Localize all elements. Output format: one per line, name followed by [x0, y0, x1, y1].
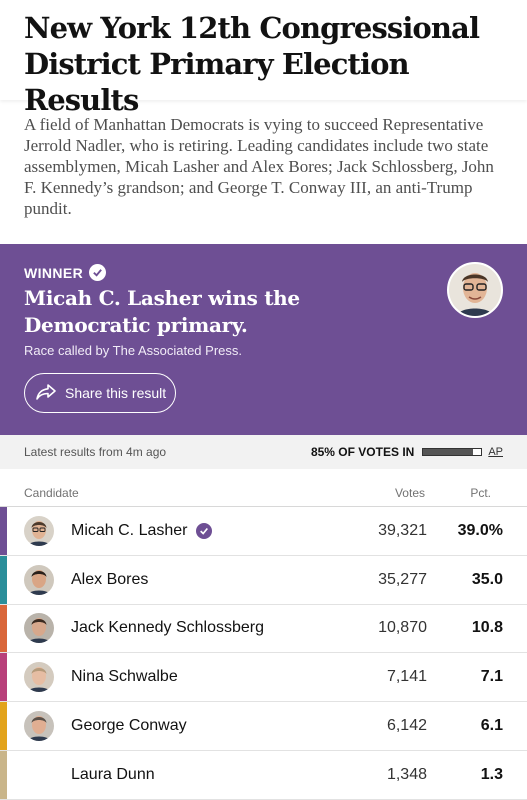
candidate-avatar [24, 516, 54, 546]
candidate-name [71, 571, 317, 589]
candidate-name-text: Alex Bores [71, 570, 149, 588]
race-called-text: Race called by The Associated Press. [24, 343, 242, 358]
candidate-color-stripe [0, 702, 7, 750]
latest-results-text: Latest results from 4m ago [24, 445, 167, 459]
page-title: New York 12th Congressional District Primary Election Results [24, 11, 480, 117]
candidate-votes: 35,277 [378, 570, 427, 588]
candidate-name-text: George Conway [71, 717, 187, 735]
votes-in-label: 85% OF VOTES IN [310, 445, 415, 459]
candidate-name-text: Laura Dunn [71, 765, 155, 783]
candidate-avatar [24, 565, 54, 595]
share-result-button[interactable] [24, 373, 176, 413]
candidate-name [71, 619, 317, 637]
intro-text: A field of Manhattan Democrats is vying to succeed Representative Jerrold Nadler, who is retiring. Leading candidates include two state assemblymen, Micah Lasher and Alex Bores; Jack Schlossberg, John F. Kennedy’s grandson; and George T. Conway III, an anti-Trump pundit. [24, 115, 494, 218]
check-icon [89, 264, 106, 281]
votes-in-meter [422, 448, 482, 456]
candidate-name [71, 522, 317, 540]
candidate-pct: 35.0 [471, 570, 503, 588]
candidate-votes: 7,141 [386, 668, 427, 686]
candidate-avatar [24, 613, 54, 643]
winner-tag-label: WINNER [24, 264, 84, 281]
results-table [0, 469, 527, 800]
candidate-pct: 39.0% [457, 521, 503, 539]
candidate-color-stripe [0, 653, 7, 701]
candidate-votes: 1,348 [386, 765, 427, 783]
candidate-votes: 39,321 [378, 521, 427, 539]
header-votes: Votes [394, 486, 425, 500]
table-header [0, 469, 527, 507]
table-row-george-conway [0, 702, 527, 751]
candidate-pct: 7.1 [480, 668, 503, 686]
results-status-bar [0, 435, 527, 469]
candidate-name [71, 717, 317, 735]
share-icon [35, 383, 57, 404]
header-pct: Pct. [470, 486, 491, 500]
candidate-avatar [24, 711, 54, 741]
page-header [0, 0, 527, 117]
table-body [0, 507, 527, 800]
candidate-pct: 10.8 [471, 619, 503, 637]
table-row-laura-dunn [0, 751, 527, 800]
candidate-avatar [24, 662, 54, 692]
winner-headline: Micah C. Lasher wins the Democratic primary. [24, 286, 300, 337]
candidate-votes: 10,870 [378, 619, 427, 637]
table-row-jack-kennedy-schlossberg [0, 605, 527, 654]
ap-source-link[interactable]: AP [488, 446, 503, 458]
table-row-alex-bores [0, 556, 527, 605]
winner-avatar [447, 262, 503, 318]
winner-tag [24, 264, 503, 281]
winner-check-icon [196, 523, 212, 539]
header-candidate: Candidate [24, 486, 79, 500]
winner-banner [0, 244, 527, 435]
candidate-votes: 6,142 [386, 717, 427, 735]
candidate-color-stripe [0, 751, 7, 799]
candidate-name-text: Micah C. Lasher [71, 521, 188, 539]
candidate-name [71, 668, 317, 686]
table-row-nina-schwalbe [0, 653, 527, 702]
share-label: Share this result [65, 385, 167, 401]
candidate-avatar [24, 760, 54, 790]
candidate-name-text: Jack Kennedy Schlossberg [71, 619, 264, 637]
votes-in-meter-fill [423, 449, 472, 455]
candidate-name-text: Nina Schwalbe [71, 668, 178, 686]
candidate-color-stripe [0, 605, 7, 653]
candidate-color-stripe [0, 556, 7, 604]
candidate-name [71, 766, 317, 784]
intro-section [0, 100, 527, 244]
table-row-micah-c-lasher [0, 507, 527, 556]
candidate-color-stripe [0, 507, 7, 555]
candidate-pct: 6.1 [480, 717, 503, 735]
candidate-pct: 1.3 [480, 765, 503, 783]
